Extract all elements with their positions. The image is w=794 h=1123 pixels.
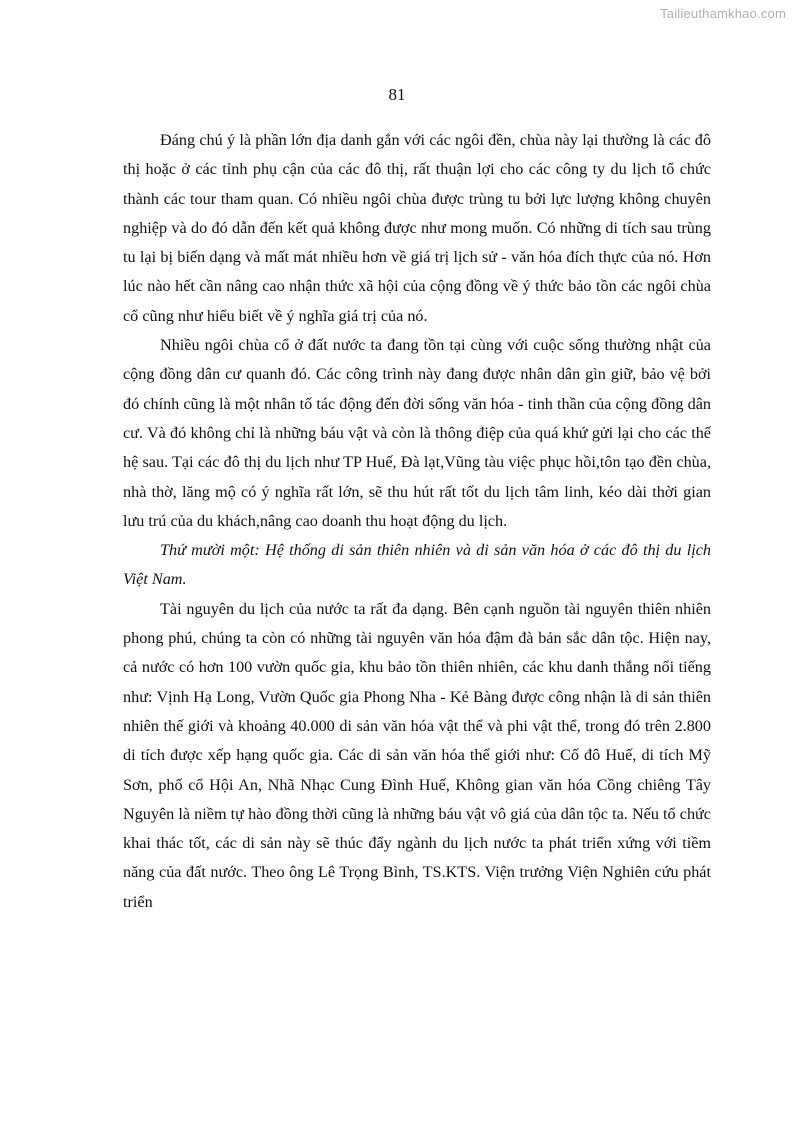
page-number: 81 (388, 85, 406, 104)
document-body (123, 126, 711, 917)
section-heading: Thứ mười một: Hệ thống di sản thiên nhiên và di sản văn hóa ở các đô thị du lịch Việt Nam. (123, 541, 711, 589)
paragraph-2: Nhiều ngôi chùa cổ ở đất nước ta đang tồn tại cùng với cuộc sống thường nhật của cộng đồng dân cư quanh đó. Các công trình này đang được nhân dân gìn giữ, bảo vệ bởi đó chính cũng là một nhân tố tác động đến đời sống văn hóa - tinh thần của cộng đồng dân cư. Và đó không chỉ là những báu vật và còn là thông điệp của quá khứ gửi lại cho các thế hệ sau. Tại các đô thị du lịch như TP Huế, Đà lạt,Vũng tàu việc phục hồi,tôn tạo đền chùa, nhà thờ, lăng mộ có ý nghĩa rất lớn, sẽ thu hút rất tốt du lịch tâm linh, kéo dài thời gian lưu trú của du khách,nâng cao doanh thu hoạt động du lịch. (123, 336, 711, 530)
paragraph-1: Đáng chú ý là phần lớn địa danh gắn với các ngôi đền, chùa này lại thường là các đô thị hoặc ở các tỉnh phụ cận của các đô thị, rất thuận lợi cho các công ty du lịch tổ chức thành các tour tham quan. Có nhiều ngôi chùa được trùng tu bởi lực lượng không chuyên nghiệp và do đó dẫn đến kết quả không được như mong muốn. Có những di tích sau trùng tu lại bị biến dạng và mất mát nhiều hơn về giá trị lịch sử - văn hóa đích thực của nó. Hơn lúc nào hết cần nâng cao nhận thức xã hội của cộng đồng về ý thức bảo tồn các ngôi chùa cổ cũng như hiểu biết về ý nghĩa giá trị của nó. (123, 131, 711, 325)
watermark: Tailieuthamkhao.com (660, 6, 786, 21)
paragraph-3: Tài nguyên du lịch của nước ta rất đa dạng. Bên cạnh nguồn tài nguyên thiên nhiên phong phú, chúng ta còn có những tài nguyên văn hóa đậm đà bản sắc dân tộc. Hiện nay, cả nước có hơn 100 vườn quốc gia, khu bảo tồn thiên nhiên, các khu danh thắng nổi tiếng như: Vịnh Hạ Long, Vườn Quốc gia Phong Nha - Kẻ Bàng được công nhận là di sản thiên nhiên thế giới và khoảng 40.000 di sản văn hóa vật thể và phi vật thể, trong đó trên 2.800 di tích được xếp hạng quốc gia. Các di sản văn hóa thế giới như: Cố đô Huế, di tích Mỹ Sơn, phố cổ Hội An, Nhã Nhạc Cung Đình Huế, Không gian văn hóa Cồng chiêng Tây Nguyên là niềm tự hào đồng thời cũng là những báu vật vô giá của dân tộc ta. Nếu tổ chức khai thác tốt, các di sản này sẽ thúc đẩy ngành du lịch nước ta phát triển xứng với tiềm năng của đất nước. Theo ông Lê Trọng Bình, TS.KTS. Viện trưởng Viện Nghiên cứu phát triển (123, 599, 711, 911)
